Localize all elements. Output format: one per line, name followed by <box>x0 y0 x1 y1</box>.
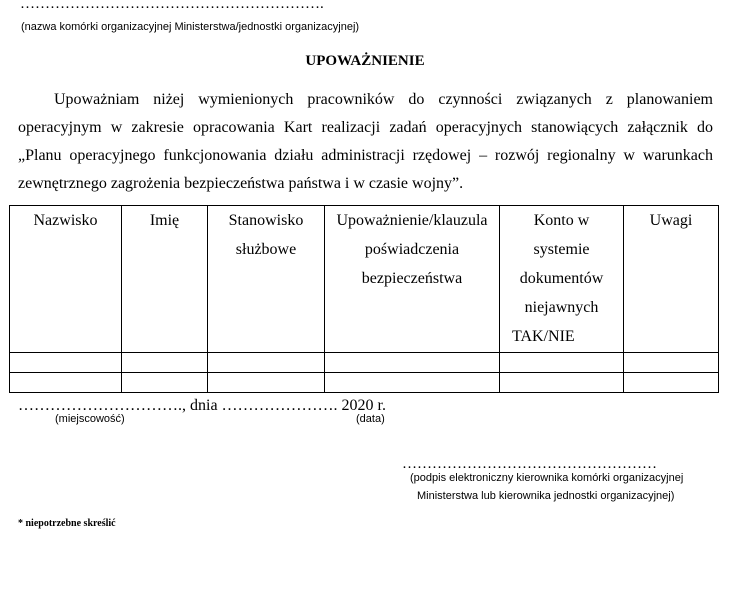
table-row <box>10 353 719 373</box>
authorization-paragraph <box>18 86 713 198</box>
table-cell[interactable] <box>325 353 500 373</box>
table-cell[interactable] <box>122 373 208 393</box>
column-header-notes: Uwagi <box>624 206 719 353</box>
unit-name-caption: (nazwa komórki organizacyjnej Ministerstwa/jednostki organizacyjnej) <box>21 21 360 33</box>
paragraph-line-3: „Planu operacyjnego funkcjonowania działu administracji rzędowej – rozwój regionalny w warunkach <box>18 147 713 164</box>
table-cell[interactable] <box>208 373 325 393</box>
table-cell[interactable] <box>624 353 719 373</box>
table-cell[interactable] <box>10 373 122 393</box>
column-header-first-name: Imię <box>122 206 208 353</box>
signature-caption-line-2: Ministerstwa lub kierownika jednostki organizacyjnej) <box>417 490 675 502</box>
table-cell[interactable] <box>122 353 208 373</box>
unit-name-dots: ……………………………………………………. <box>20 0 324 12</box>
signature-caption-line-1: (podpis elektroniczny kierownika komórki organizacyjnej <box>410 472 684 484</box>
document-title: UPOWAŻNIENIE <box>305 53 425 69</box>
date-caption: (data) <box>356 413 385 425</box>
column-header-position: Stanowisko służbowe <box>208 206 325 353</box>
place-caption: (miejscowość) <box>55 413 125 425</box>
footnote: * niepotrzebne skreślić <box>18 518 116 529</box>
paragraph-line-1: Upoważniam niżej wymienionych pracowników do czynności związanych z planowaniem <box>54 91 713 108</box>
table-cell[interactable] <box>500 353 624 373</box>
table-cell[interactable] <box>10 353 122 373</box>
table-row <box>10 373 719 393</box>
column-header-account: Konto w systemie dokumentów niejawnych TAK/NIE <box>500 206 624 353</box>
column-header-surname: Nazwisko <box>10 206 122 353</box>
paragraph-line-2: operacyjnym w zakresie opracowania Kart realizacji zadań operacyjnych stanowiących załącznik do <box>18 119 713 136</box>
paragraph-line-4: zewnętrznego zagrożenia bezpieczeństwa państwa i w czasie wojny”. <box>18 175 464 192</box>
employees-table <box>9 205 719 393</box>
table-cell[interactable] <box>325 373 500 393</box>
table-cell[interactable] <box>208 353 325 373</box>
table-header-row <box>10 206 719 353</box>
table-cell[interactable] <box>624 373 719 393</box>
table-cell[interactable] <box>500 373 624 393</box>
place-date-line: …………………………., dnia …………………. 2020 r. <box>18 397 386 414</box>
column-header-clearance: Upoważnienie/klauzula poświadczenia bezpieczeństwa <box>325 206 500 353</box>
signature-dots: …………………………………………… <box>402 456 657 472</box>
